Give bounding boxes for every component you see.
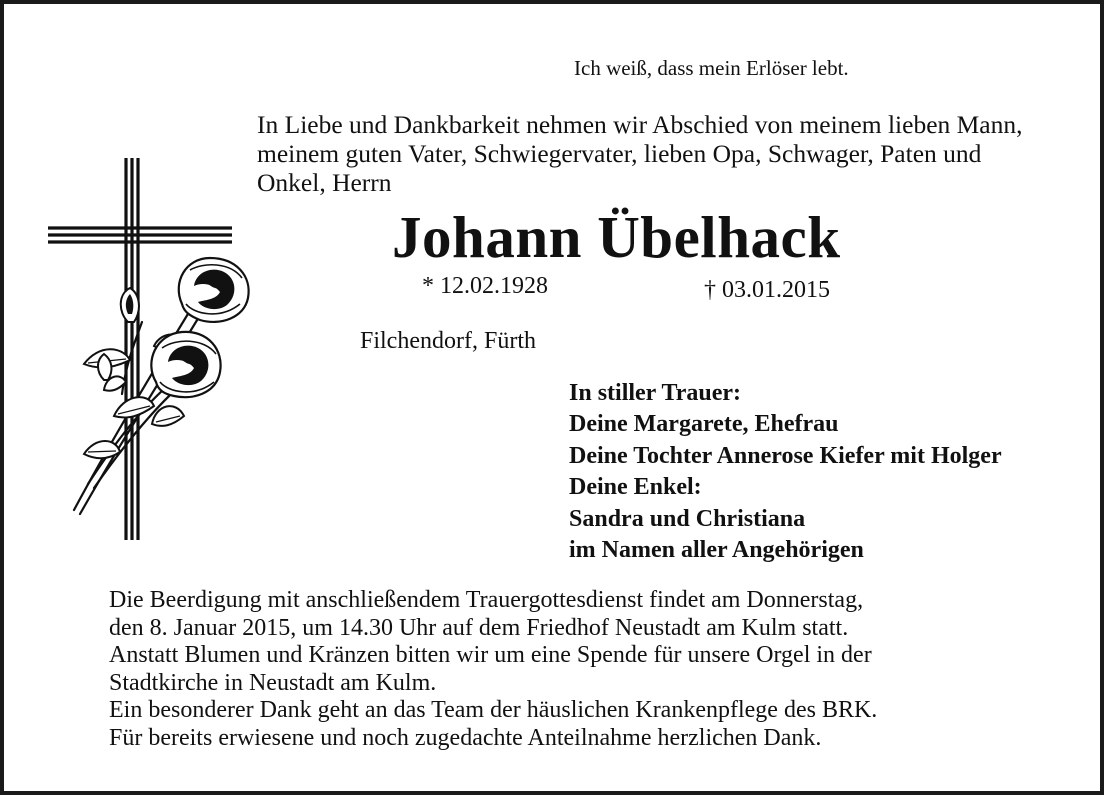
residence: Filchendorf, Fürth xyxy=(360,328,536,354)
notice-line: Ein besonderer Dank geht an das Team der häuslichen Krankenpflege des BRK. xyxy=(109,697,878,723)
intro-text xyxy=(257,110,1023,197)
intro-line: Onkel, Herrn xyxy=(257,168,392,197)
mourners-list xyxy=(569,378,1002,566)
notice-line: Die Beerdigung mit anschließendem Trauergottesdienst findet am Donnerstag, xyxy=(109,587,864,613)
mourner-line: Deine Margarete, Ehefrau xyxy=(569,411,839,438)
funeral-notice xyxy=(109,587,877,752)
mourner-line: In stiller Trauer: xyxy=(569,380,741,406)
notice-line: Für bereits erwiesene und noch zugedachte Anteilnahme herzlichen Dank. xyxy=(109,724,822,751)
mourner-line: im Namen aller Angehörigen xyxy=(569,537,864,564)
mourner-line: Deine Tochter Annerose Kiefer mit Holger xyxy=(569,442,1002,469)
deceased-name: Johann Übelhack xyxy=(392,204,841,270)
birth-date: * 12.02.1928 xyxy=(422,273,548,299)
notice-line: Anstatt Blumen und Kränzen bitten wir um eine Spende für unsere Orgel in der xyxy=(109,642,872,668)
cross-with-roses-icon xyxy=(44,154,264,544)
death-date: † 03.01.2015 xyxy=(704,277,830,303)
notice-line: Stadtkirche in Neustadt am Kulm. xyxy=(109,669,437,696)
intro-line: meinem guten Vater, Schwiegervater, lieben Opa, Schwager, Paten und xyxy=(257,139,982,168)
bible-motto: Ich weiß, dass mein Erlöser lebt. xyxy=(574,56,849,80)
mourner-line: Sandra und Christiana xyxy=(569,505,806,532)
notice-line: den 8. Januar 2015, um 14.30 Uhr auf dem Friedhof Neustadt am Kulm statt. xyxy=(109,614,849,641)
intro-line: In Liebe und Dankbarkeit nehmen wir Abschied von meinem lieben Mann, xyxy=(257,110,1023,139)
mourner-line: Deine Enkel: xyxy=(569,474,702,501)
